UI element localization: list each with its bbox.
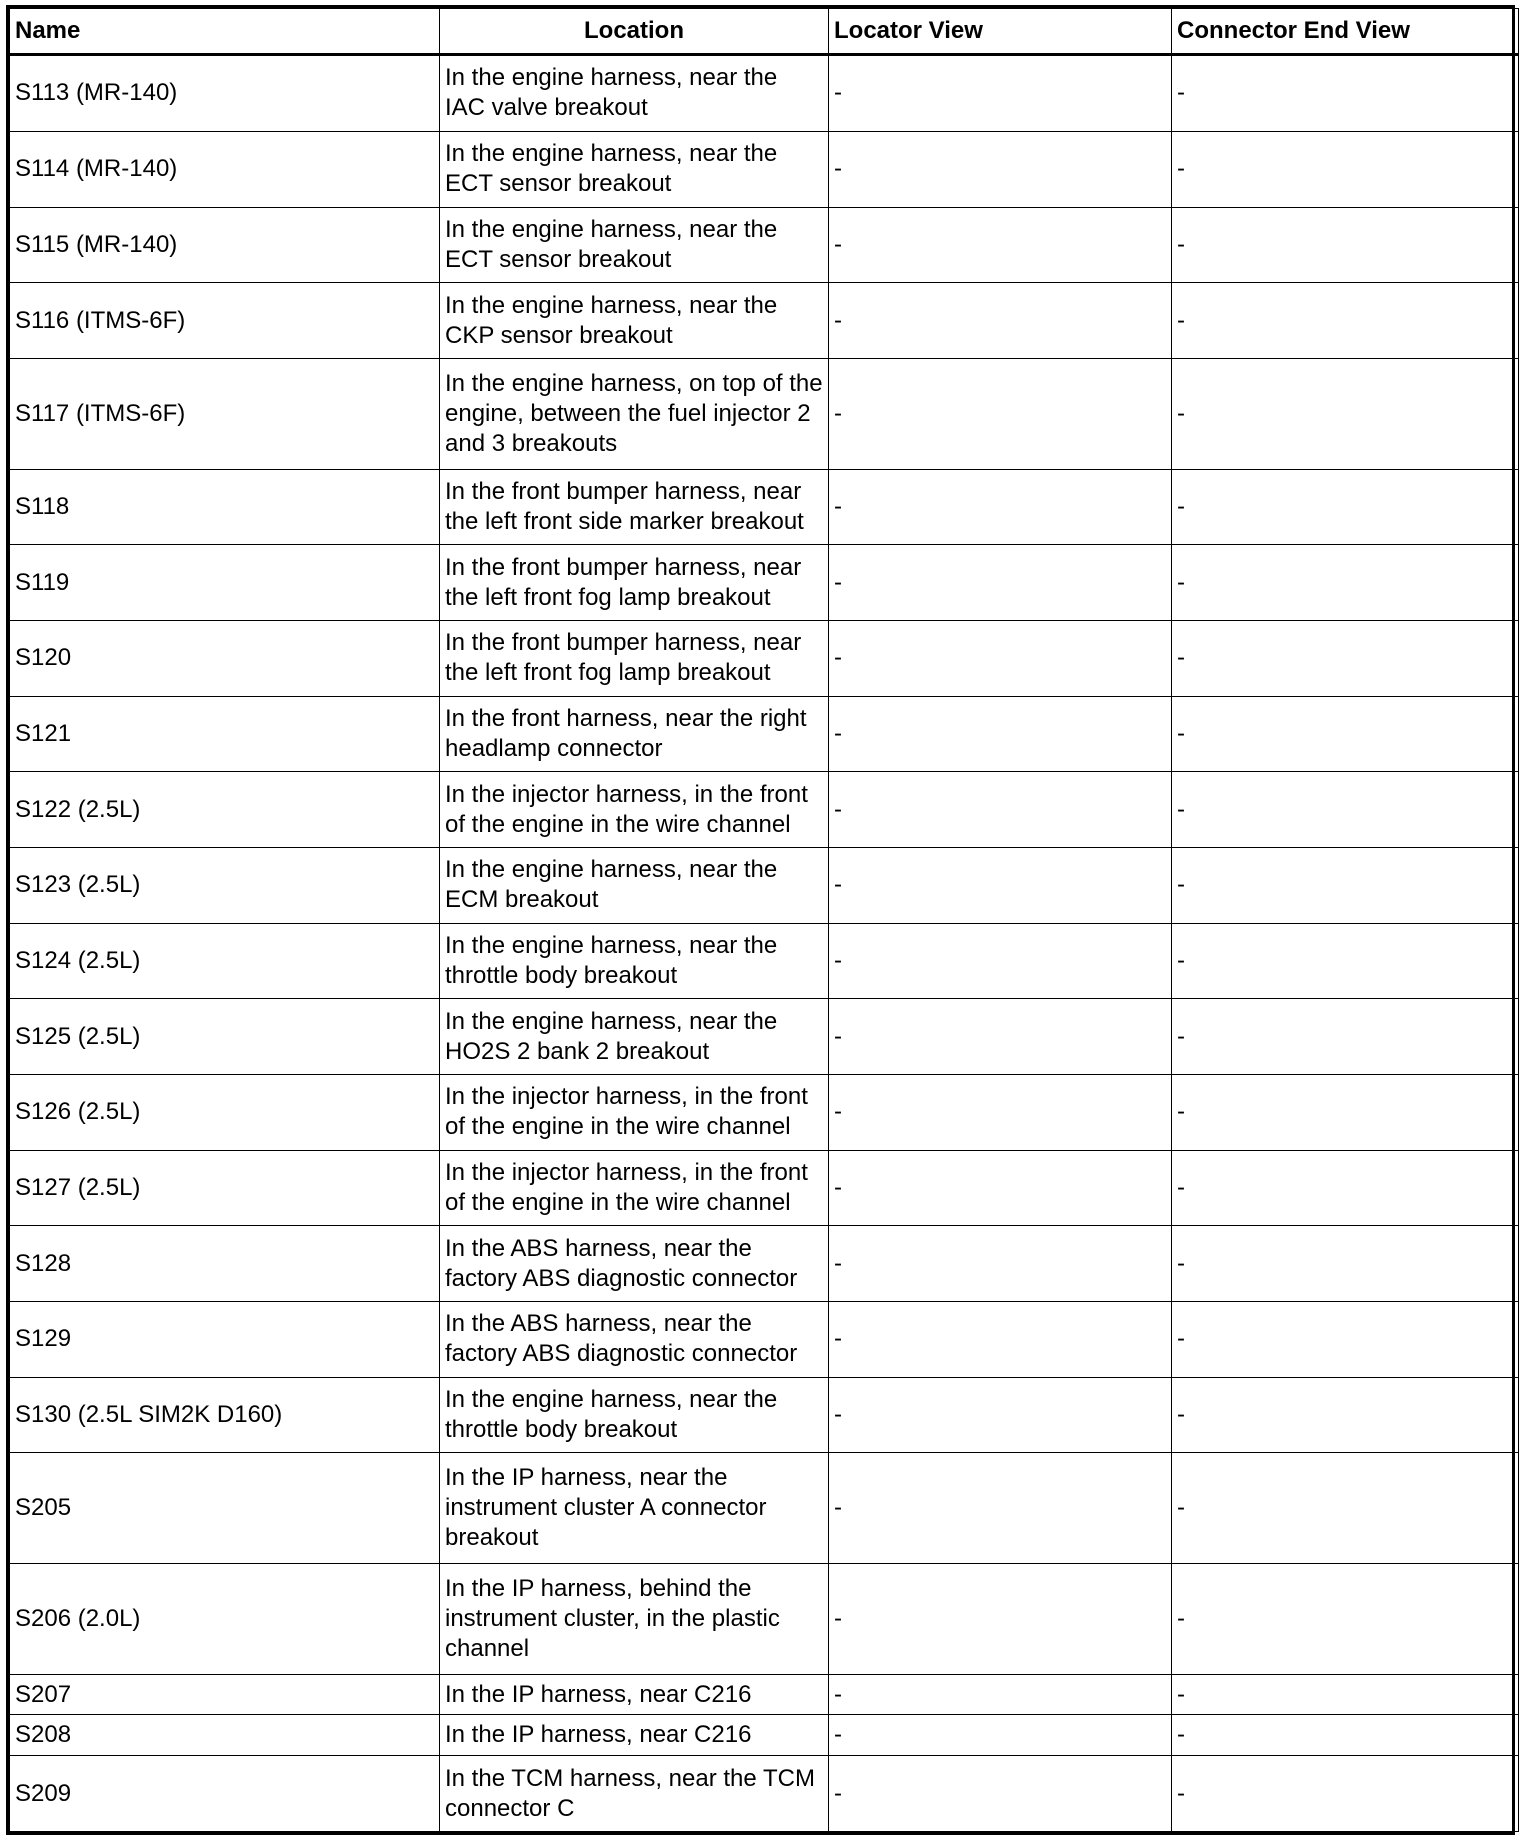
cell-connector-end-view: -: [1172, 55, 1519, 132]
cell-location: In the injector harness, in the front of the engine in the wire channel: [440, 772, 829, 848]
cell-name: S117 (ITMS-6F): [10, 358, 440, 469]
cell-location: In the TCM harness, near the TCM connector C: [440, 1756, 829, 1832]
cell-locator-view: -: [829, 55, 1172, 132]
cell-connector-end-view: -: [1172, 469, 1519, 545]
cell-name: S130 (2.5L SIM2K D160): [10, 1377, 440, 1453]
table-row: [10, 358, 1519, 469]
table-row: [10, 999, 1519, 1075]
cell-name: S206 (2.0L): [10, 1564, 440, 1675]
splice-table-page: [6, 5, 1515, 1835]
cell-locator-view: -: [829, 847, 1172, 923]
cell-name: S127 (2.5L): [10, 1150, 440, 1226]
cell-location: In the engine harness, near the ECT sensor breakout: [440, 207, 829, 283]
cell-connector-end-view: -: [1172, 696, 1519, 772]
cell-location: In the front bumper harness, near the left front fog lamp breakout: [440, 620, 829, 696]
table-row: [10, 55, 1519, 132]
cell-name: S205: [10, 1453, 440, 1564]
table-row: [10, 772, 1519, 848]
cell-locator-view: -: [829, 358, 1172, 469]
cell-connector-end-view: -: [1172, 358, 1519, 469]
cell-location: In the engine harness, near the throttle body breakout: [440, 923, 829, 999]
cell-name: S128: [10, 1226, 440, 1302]
table-row: [10, 620, 1519, 696]
cell-locator-view: -: [829, 1453, 1172, 1564]
table-row: [10, 1226, 1519, 1302]
cell-location: In the IP harness, near C216: [440, 1715, 829, 1756]
table-row: [10, 923, 1519, 999]
table-row: [10, 283, 1519, 359]
cell-location: In the engine harness, near the ECM breakout: [440, 847, 829, 923]
cell-locator-view: -: [829, 696, 1172, 772]
cell-name: S119: [10, 545, 440, 621]
header-location: Location: [440, 9, 829, 55]
cell-locator-view: -: [829, 469, 1172, 545]
table-row: [10, 1564, 1519, 1675]
cell-connector-end-view: -: [1172, 1150, 1519, 1226]
cell-location: In the engine harness, near the HO2S 2 bank 2 breakout: [440, 999, 829, 1075]
cell-locator-view: -: [829, 1226, 1172, 1302]
table-row: [10, 1150, 1519, 1226]
cell-locator-view: -: [829, 1564, 1172, 1675]
cell-connector-end-view: -: [1172, 999, 1519, 1075]
cell-name: S209: [10, 1756, 440, 1832]
cell-location: In the engine harness, near the CKP sensor breakout: [440, 283, 829, 359]
cell-connector-end-view: -: [1172, 620, 1519, 696]
cell-name: S120: [10, 620, 440, 696]
cell-locator-view: -: [829, 1075, 1172, 1151]
cell-connector-end-view: -: [1172, 1226, 1519, 1302]
table-row: [10, 1075, 1519, 1151]
cell-connector-end-view: -: [1172, 131, 1519, 207]
cell-connector-end-view: -: [1172, 847, 1519, 923]
cell-locator-view: -: [829, 923, 1172, 999]
cell-name: S114 (MR-140): [10, 131, 440, 207]
cell-locator-view: -: [829, 1150, 1172, 1226]
cell-name: S113 (MR-140): [10, 55, 440, 132]
cell-locator-view: -: [829, 772, 1172, 848]
cell-locator-view: -: [829, 1302, 1172, 1378]
table-row: [10, 1453, 1519, 1564]
cell-connector-end-view: -: [1172, 207, 1519, 283]
splice-location-table: [9, 8, 1519, 1832]
table-row: [10, 1302, 1519, 1378]
cell-locator-view: -: [829, 1377, 1172, 1453]
table-row: [10, 207, 1519, 283]
cell-connector-end-view: -: [1172, 1453, 1519, 1564]
cell-locator-view: -: [829, 999, 1172, 1075]
table-header-row: [10, 9, 1519, 55]
table-row: [10, 1377, 1519, 1453]
cell-location: In the engine harness, on top of the engine, between the fuel injector 2 and 3 breakouts: [440, 358, 829, 469]
cell-name: S129: [10, 1302, 440, 1378]
cell-location: In the ABS harness, near the factory ABS diagnostic connector: [440, 1226, 829, 1302]
table-row: [10, 1756, 1519, 1832]
header-name: Name: [10, 9, 440, 55]
cell-connector-end-view: -: [1172, 772, 1519, 848]
cell-connector-end-view: -: [1172, 1564, 1519, 1675]
cell-connector-end-view: -: [1172, 545, 1519, 621]
cell-location: In the IP harness, behind the instrument cluster, in the plastic channel: [440, 1564, 829, 1675]
header-connector-end-view: Connector End View: [1172, 9, 1519, 55]
table-row: [10, 131, 1519, 207]
cell-location: In the engine harness, near the ECT sensor breakout: [440, 131, 829, 207]
cell-location: In the injector harness, in the front of the engine in the wire channel: [440, 1075, 829, 1151]
cell-name: S115 (MR-140): [10, 207, 440, 283]
cell-name: S122 (2.5L): [10, 772, 440, 848]
cell-locator-view: -: [829, 283, 1172, 359]
cell-name: S123 (2.5L): [10, 847, 440, 923]
cell-connector-end-view: -: [1172, 1715, 1519, 1756]
cell-locator-view: -: [829, 207, 1172, 283]
table-row: [10, 545, 1519, 621]
cell-locator-view: -: [829, 545, 1172, 621]
header-locator-view: Locator View: [829, 9, 1172, 55]
cell-location: In the front bumper harness, near the left front fog lamp breakout: [440, 545, 829, 621]
cell-location: In the IP harness, near C216: [440, 1674, 829, 1715]
cell-locator-view: -: [829, 1756, 1172, 1832]
cell-location: In the engine harness, near the IAC valve breakout: [440, 55, 829, 132]
cell-location: In the ABS harness, near the factory ABS diagnostic connector: [440, 1302, 829, 1378]
cell-location: In the engine harness, near the throttle body breakout: [440, 1377, 829, 1453]
cell-connector-end-view: -: [1172, 1302, 1519, 1378]
cell-connector-end-view: -: [1172, 1075, 1519, 1151]
cell-locator-view: -: [829, 620, 1172, 696]
table-row: [10, 1715, 1519, 1756]
cell-location: In the IP harness, near the instrument cluster A connector breakout: [440, 1453, 829, 1564]
cell-location: In the front bumper harness, near the left front side marker breakout: [440, 469, 829, 545]
cell-locator-view: -: [829, 131, 1172, 207]
cell-name: S118: [10, 469, 440, 545]
cell-name: S126 (2.5L): [10, 1075, 440, 1151]
cell-connector-end-view: -: [1172, 1377, 1519, 1453]
cell-locator-view: -: [829, 1715, 1172, 1756]
table-row: [10, 847, 1519, 923]
cell-connector-end-view: -: [1172, 923, 1519, 999]
cell-name: S121: [10, 696, 440, 772]
cell-name: S125 (2.5L): [10, 999, 440, 1075]
table-row: [10, 469, 1519, 545]
cell-location: In the front harness, near the right headlamp connector: [440, 696, 829, 772]
cell-name: S208: [10, 1715, 440, 1756]
table-row: [10, 696, 1519, 772]
cell-name: S116 (ITMS-6F): [10, 283, 440, 359]
cell-name: S207: [10, 1674, 440, 1715]
cell-connector-end-view: -: [1172, 283, 1519, 359]
cell-connector-end-view: -: [1172, 1674, 1519, 1715]
table-row: [10, 1674, 1519, 1715]
cell-connector-end-view: -: [1172, 1756, 1519, 1832]
cell-name: S124 (2.5L): [10, 923, 440, 999]
cell-location: In the injector harness, in the front of the engine in the wire channel: [440, 1150, 829, 1226]
cell-locator-view: -: [829, 1674, 1172, 1715]
